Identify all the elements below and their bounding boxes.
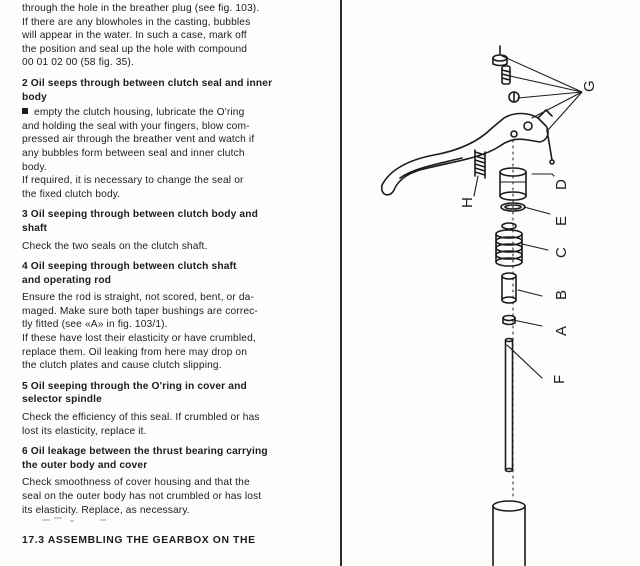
intro-line: 00 01 02 00 (58 fig. 35). bbox=[22, 57, 134, 69]
adjuster-screw bbox=[502, 66, 510, 84]
adjuster-nut bbox=[493, 46, 507, 66]
bullet-item bbox=[22, 106, 314, 120]
label-D: D bbox=[553, 179, 570, 190]
body-line: If required, it is necessary to change the seal or bbox=[22, 175, 244, 187]
bullet-icon bbox=[22, 108, 28, 114]
section-6-heading: 6 Oil leakage between the thrust bearing carrying bbox=[22, 446, 268, 458]
label-E: E bbox=[553, 215, 570, 226]
taper-bushing bbox=[502, 273, 516, 303]
label-A: A bbox=[553, 325, 570, 336]
label-H: H bbox=[459, 197, 476, 208]
scan-artifact bbox=[40, 512, 140, 526]
label-B: B bbox=[553, 289, 570, 300]
section-17-3-heading: 17.3 ASSEMBLING THE GEARBOX ON THE bbox=[22, 535, 256, 546]
body-line: Check smoothness of cover housing and that the bbox=[22, 477, 250, 489]
section-6-heading-cont: the outer body and cover bbox=[22, 459, 148, 471]
bullet-line: pressed air through the breather vent and watch if bbox=[22, 134, 255, 146]
body-line: the fixed clutch body. bbox=[22, 188, 121, 200]
intro-line: the position and seal up the hole with compound bbox=[22, 43, 248, 55]
body-line: tly fitted (see «A» in fig. 103/1). bbox=[22, 319, 168, 331]
bullet-line: and holding the seal with your fingers, blow com- bbox=[22, 120, 250, 132]
clutch-exploded-diagram bbox=[342, 0, 640, 566]
body-line: seal on the outer body has not crumbled or has lost bbox=[22, 491, 262, 502]
body-line: Check the efficiency of this seal. If crumbled or has bbox=[22, 412, 260, 424]
text-column bbox=[22, 2, 314, 517]
part-labels bbox=[459, 80, 598, 384]
intro-line: through the hole in the breather plug (see fig. 103). bbox=[22, 3, 260, 14]
bullet-line: empty the clutch housing, lubricate the O'ring bbox=[34, 107, 245, 119]
section-2-heading: 2 Oil seeps through between clutch seal and inner bbox=[22, 77, 273, 89]
section-3-heading-cont: shaft bbox=[22, 222, 48, 234]
intro-line: If there are any blowholes in the casting, bubbles bbox=[22, 16, 251, 28]
section-3-heading: 3 Oil seeping through between clutch body and bbox=[22, 209, 258, 221]
section-5-heading-cont: selector spindle bbox=[22, 394, 102, 406]
section-5-heading: 5 Oil seeping through the O'ring in cover and bbox=[22, 380, 247, 392]
label-F: F bbox=[551, 374, 568, 384]
washer-stack bbox=[496, 223, 522, 266]
intro-line: will appear in the water. In such a case, mark off bbox=[22, 30, 247, 42]
body-line: the clutch plates and cause clutch slipping. bbox=[22, 360, 222, 372]
lever-pin bbox=[547, 130, 554, 164]
body-line: Ensure the rod is straight, not scored, bent, or da- bbox=[22, 292, 255, 304]
clutch-shaft bbox=[493, 501, 525, 566]
body-line: maged. Make sure both taper bushings are correc- bbox=[22, 305, 258, 317]
body-line: lost its elasticity, replace it. bbox=[22, 425, 147, 437]
body-line: If these have lost their elasticity or have crumbled, bbox=[22, 333, 256, 345]
label-G: G bbox=[581, 80, 598, 92]
label-C: C bbox=[553, 247, 570, 258]
section-4-heading-cont: and operating rod bbox=[22, 274, 112, 286]
section-2-heading-cont: body bbox=[22, 91, 47, 103]
bullet-line: any bubbles form between seal and inner clutch bbox=[22, 147, 245, 159]
screw-head bbox=[509, 92, 519, 102]
return-spring bbox=[475, 150, 485, 178]
bullet-line: body. bbox=[22, 161, 47, 173]
section-4-heading: 4 Oil seeping through between clutch shaft bbox=[22, 261, 237, 273]
body-line: replace them. Oil leaking from here may drop on bbox=[22, 346, 248, 358]
operating-rod bbox=[506, 339, 513, 472]
body-line: its elasticity. Replace, as necessary. bbox=[22, 504, 190, 516]
body-line: Check the two seals on the clutch shaft. bbox=[22, 240, 208, 252]
